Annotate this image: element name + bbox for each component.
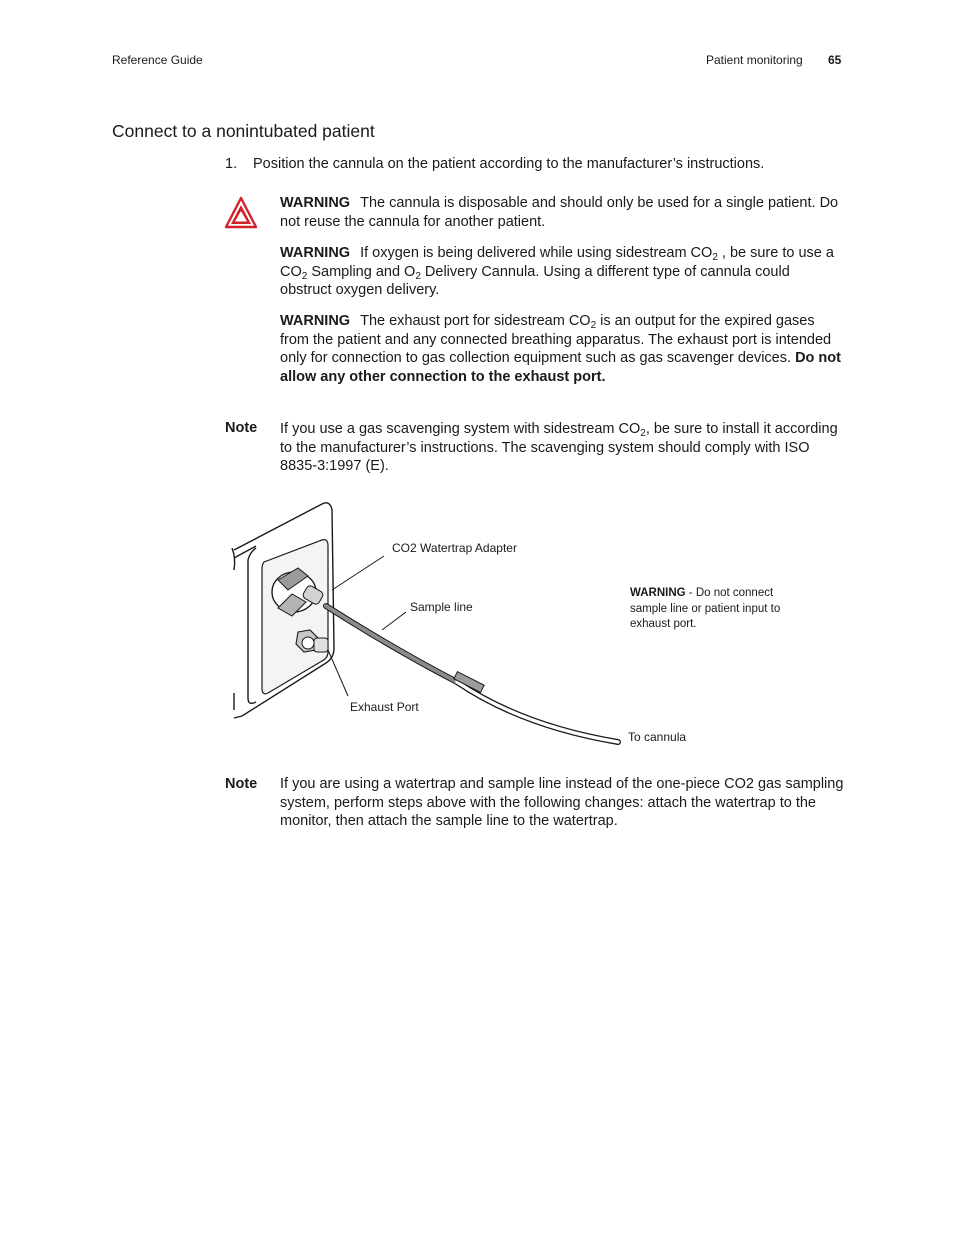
warning-text: Delivery Cannula. Using a different type of cannula could obstruct oxygen delivery. bbox=[280, 263, 790, 299]
subscript: 2 bbox=[301, 270, 308, 282]
step-number: 1. bbox=[225, 156, 238, 172]
warning-triangle-icon bbox=[224, 196, 258, 230]
label-co2-adapter: CO2 Watertrap Adapter bbox=[392, 541, 517, 555]
warning-label: WARNING bbox=[280, 195, 351, 211]
warning-text: The exhaust port for sidestream CO bbox=[360, 313, 591, 329]
warning-2 bbox=[280, 244, 844, 300]
leader-line bbox=[332, 556, 384, 590]
subscript: 2 bbox=[415, 270, 421, 282]
note-label: Note bbox=[225, 776, 258, 792]
subscript: 2 bbox=[712, 252, 718, 263]
warning-emphasis: Do not allow any other connection to the exhaust port. bbox=[280, 350, 841, 385]
leader-line bbox=[382, 612, 406, 630]
note-text: If you use a gas scavenging system with sidestream CO bbox=[280, 421, 641, 437]
sample-line-tube bbox=[326, 606, 618, 742]
warning-text: The cannula is disposable and should only be used for a single patient. Do not reuse the cannula for another patient. bbox=[280, 195, 839, 230]
running-header-title: Reference Guide bbox=[112, 53, 203, 67]
step-1 bbox=[225, 156, 845, 172]
warning-1 bbox=[280, 194, 844, 231]
warning-text: is an output for the expired gases from the patient and any connected breathing apparatus. The exhaust port is intended only for connection to gas collection equipment such as gas scavenger devices. bbox=[280, 313, 832, 367]
label-exhaust-port: Exhaust Port bbox=[350, 700, 419, 714]
connector-panel bbox=[262, 540, 328, 694]
running-header-section: Patient monitoring bbox=[706, 53, 803, 67]
diagram-warning-text: - Do not connect sample line or patient input to exhaust port. bbox=[630, 587, 781, 630]
warning-label: WARNING bbox=[280, 313, 351, 329]
warning-text: Sampling and O bbox=[307, 263, 416, 280]
diagram-warning bbox=[630, 586, 800, 633]
step-text: Position the cannula on the patient according to the manufacturer’s instructions. bbox=[253, 156, 765, 172]
note-1-text bbox=[280, 420, 844, 476]
watertrap-diagram bbox=[222, 498, 692, 754]
note-text: , be sure to install it according to the manufacturer’s instructions. The scavenging system should comply with ISO 8835-3:1997 (E). bbox=[280, 421, 838, 475]
note-label: Note bbox=[225, 420, 258, 436]
warning-3 bbox=[280, 312, 844, 386]
section-title: Connect to a nonintubated patient bbox=[112, 121, 375, 141]
warning-text: If oxygen is being delivered while using sidestream CO bbox=[360, 245, 713, 261]
subscript: 2 bbox=[590, 320, 597, 331]
page-number: 65 bbox=[828, 53, 842, 67]
note-2-text: If you are using a watertrap and sample line instead of the one-piece CO2 gas sampling system, perform steps above with the following changes: attach the watertrap to the monitor, then attach the sample line to the watertrap. bbox=[280, 776, 844, 830]
subscript: 2 bbox=[640, 428, 646, 439]
leader-line bbox=[328, 650, 348, 696]
label-to-cannula: To cannula bbox=[628, 730, 687, 744]
label-sample-line: Sample line bbox=[410, 600, 473, 614]
diagram-warning-label: WARNING bbox=[630, 587, 686, 599]
warning-label: WARNING bbox=[280, 245, 351, 261]
warning-text: , be sure to use a CO bbox=[280, 245, 834, 280]
